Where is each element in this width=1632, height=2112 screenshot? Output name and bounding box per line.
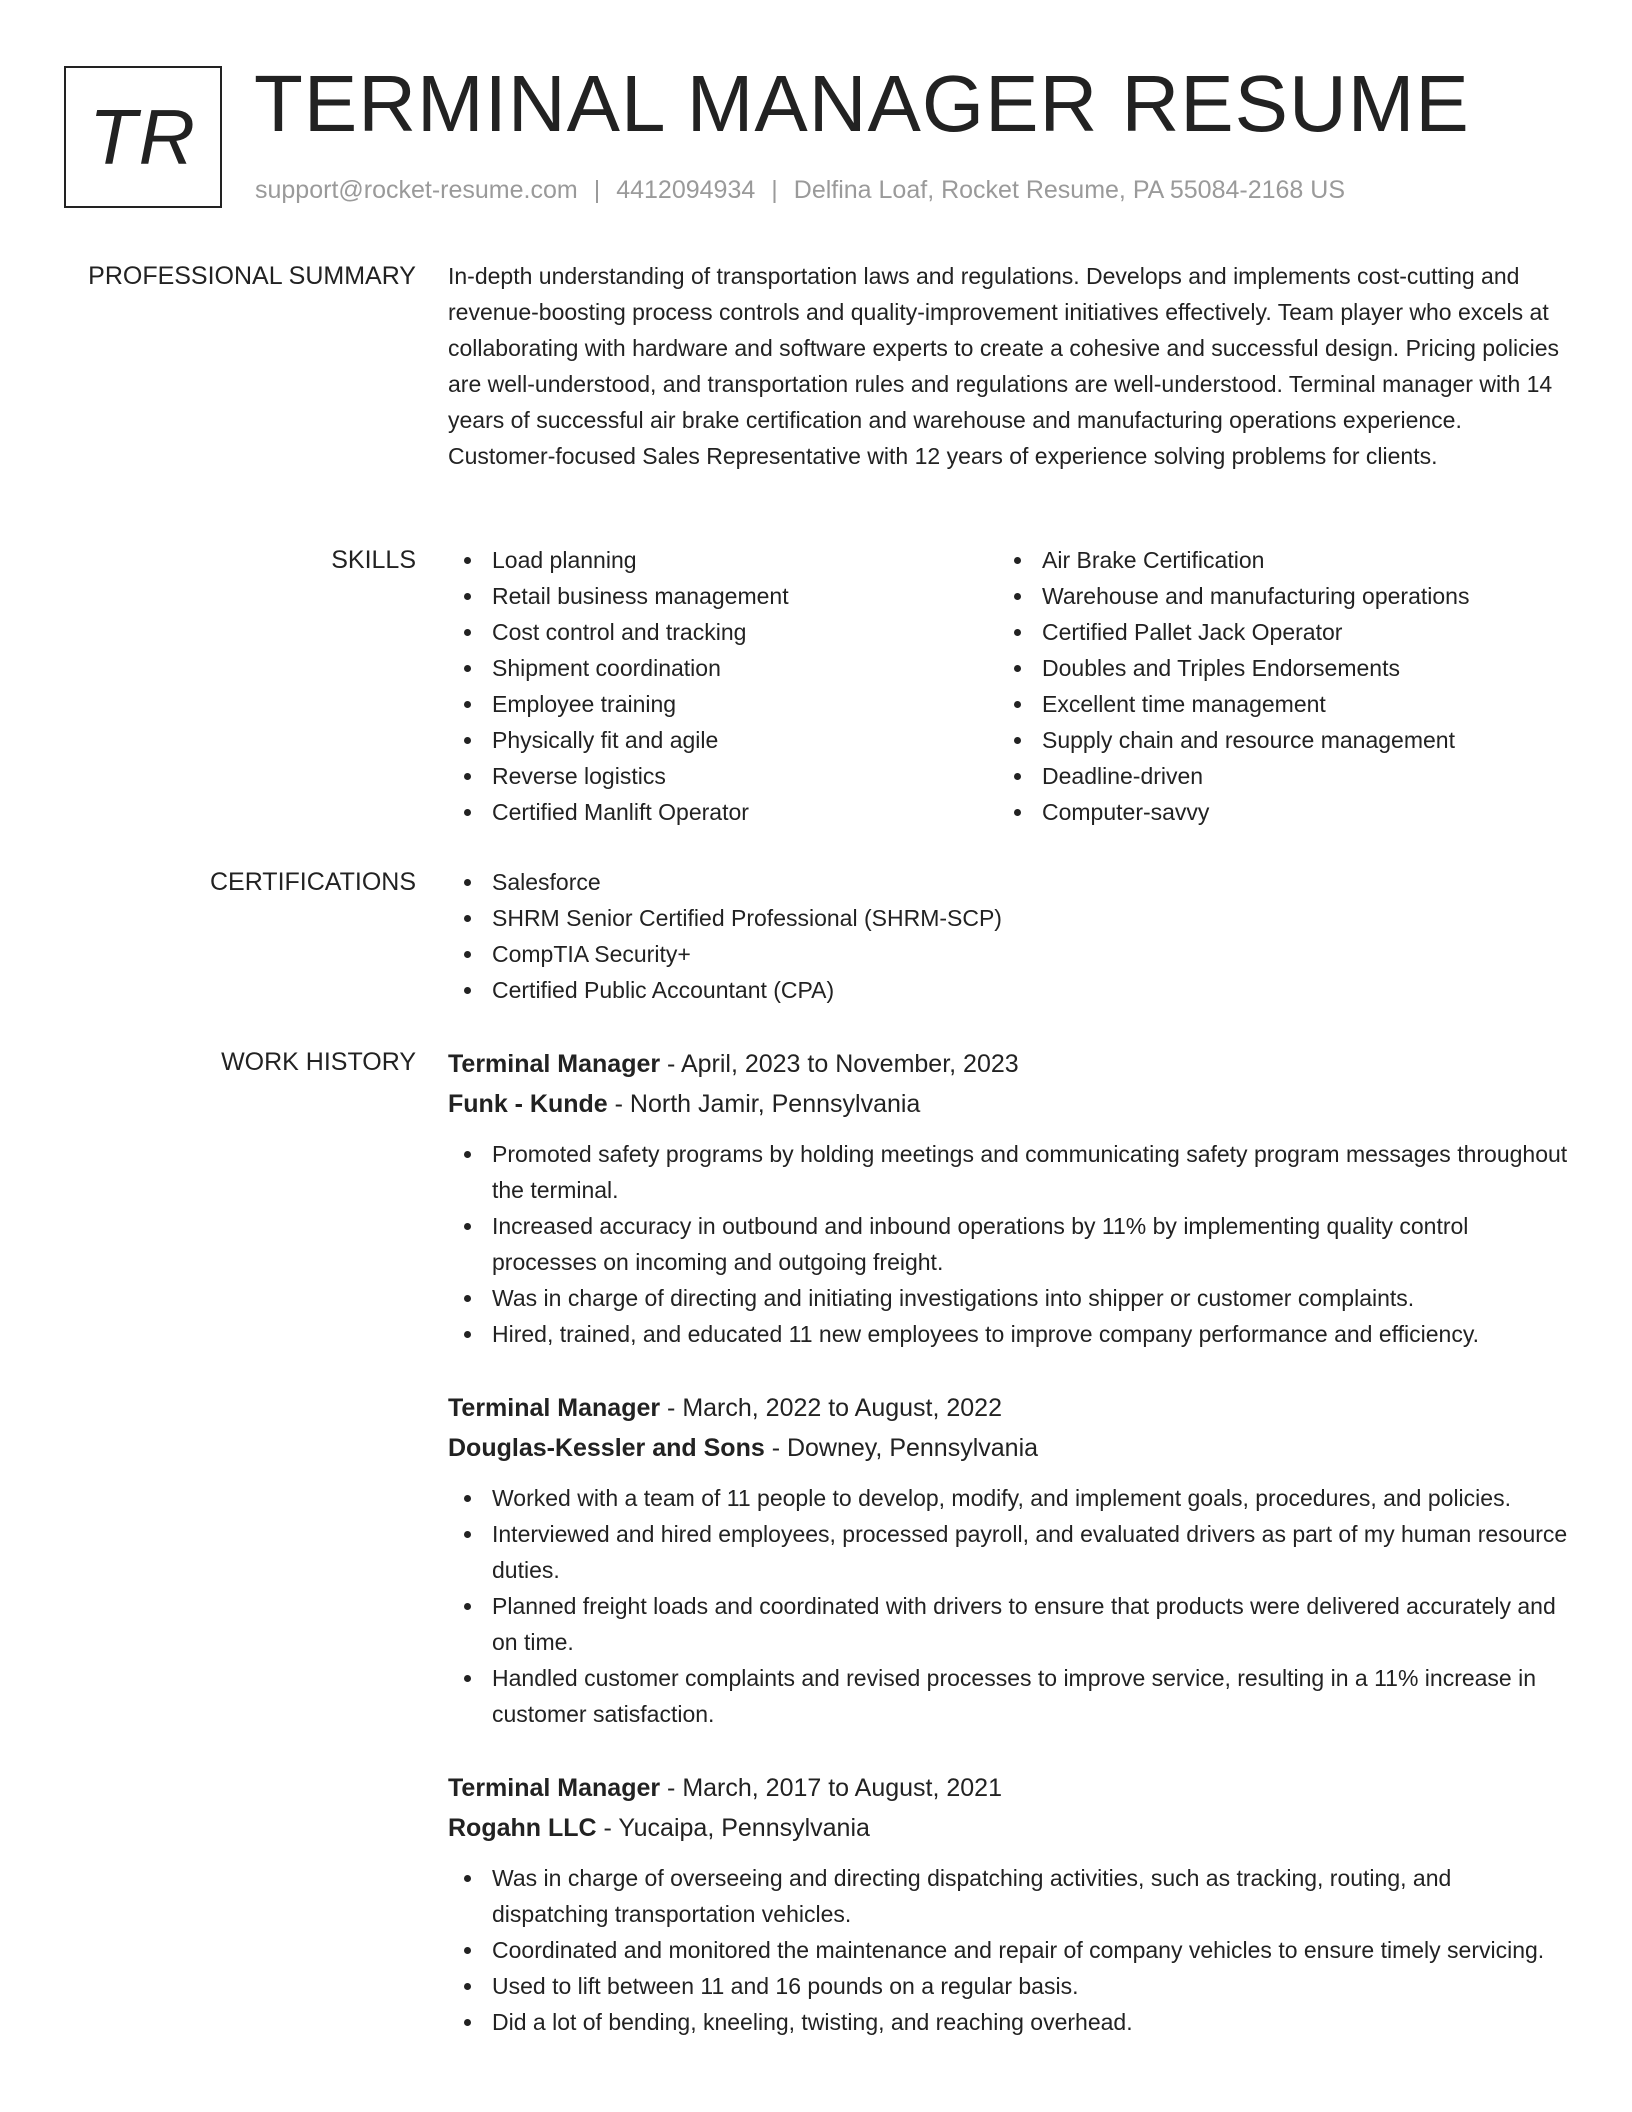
page-title: TERMINAL MANAGER RESUME: [254, 59, 1470, 148]
summary-text: In-depth understanding of transportation laws and regulations. Develops and implements cost-cutting and revenue-boosting process controls and quality-improvement initiatives effectively. Team player who excels at collaborating with hardware and software experts to create a cohesive and successful design. Pricing policies are well-understood, and transportation rules and regulations are well-understood. Terminal manager with 14 years of successful air brake certification and warehouse and manufacturing operations experience. Customer-focused Sales Representative with 12 years of experience solving problems for clients.: [448, 263, 1559, 469]
job-company: Rogahn LLC: [448, 1814, 597, 1842]
job-title-line: [448, 1768, 1570, 1808]
job-bullet: Did a lot of bending, kneeling, twisting, and reaching overhead.: [448, 2004, 1570, 2040]
job-entry: [448, 1044, 1570, 1352]
job-bullet: Worked with a team of 11 people to develop, modify, and implement goals, procedures, and policies.: [448, 1480, 1570, 1516]
job-dates: - March, 2022 to August, 2022: [660, 1394, 1002, 1422]
job-company: Funk - Kunde: [448, 1090, 608, 1118]
section-label-summary: PROFESSIONAL SUMMARY: [88, 262, 416, 290]
job-bullet: Planned freight loads and coordinated with drivers to ensure that products were delivered accurately and on time.: [448, 1588, 1570, 1660]
job-dates: - April, 2023 to November, 2023: [660, 1050, 1019, 1078]
skill-item: Load planning: [448, 542, 998, 578]
monogram-logo: TR: [64, 66, 222, 208]
contact-phone[interactable]: 4412094934: [616, 176, 756, 204]
job-location: - North Jamir, Pennsylvania: [607, 1090, 921, 1118]
job-bullets: [448, 1860, 1570, 2040]
job-dates: - March, 2017 to August, 2021: [660, 1774, 1002, 1802]
job-entry: [448, 1768, 1570, 2040]
certifications-body: [448, 864, 1570, 1008]
job-bullet: Promoted safety programs by holding meetings and communicating safety program messages throughout the terminal.: [448, 1136, 1570, 1208]
section-label-skills: SKILLS: [331, 546, 416, 574]
job-entry: [448, 1388, 1570, 1732]
job-title: Terminal Manager: [448, 1050, 661, 1078]
skill-item: Shipment coordination: [448, 650, 998, 686]
skill-item: Doubles and Triples Endorsements: [998, 650, 1548, 686]
job-bullet: Coordinated and monitored the maintenance and repair of company vehicles to ensure timely servicing.: [448, 1932, 1570, 1968]
skill-item: Certified Pallet Jack Operator: [998, 614, 1548, 650]
work-history-body: [448, 1044, 1570, 2040]
skill-item: Physically fit and agile: [448, 722, 998, 758]
skill-item: Computer-savvy: [998, 794, 1548, 830]
skills-column-right: [998, 542, 1548, 830]
skills-body: [448, 542, 1570, 830]
skill-item: Certified Manlift Operator: [448, 794, 998, 830]
skill-item: Deadline-driven: [998, 758, 1548, 794]
certification-item: CompTIA Security+: [448, 936, 1570, 972]
job-bullet: Interviewed and hired employees, processed payroll, and evaluated drivers as part of my human resource duties.: [448, 1516, 1570, 1588]
job-title-line: [448, 1044, 1570, 1084]
job-company-line: [448, 1084, 1570, 1124]
skill-item: Excellent time management: [998, 686, 1548, 722]
job-bullets: [448, 1136, 1570, 1352]
job-bullet: Was in charge of overseeing and directing dispatching activities, such as tracking, routing, and dispatching transportation vehicles.: [448, 1860, 1570, 1932]
skill-item: Supply chain and resource management: [998, 722, 1548, 758]
job-location: - Yucaipa, Pennsylvania: [596, 1814, 870, 1842]
job-title: Terminal Manager: [448, 1394, 661, 1422]
skill-item: Cost control and tracking: [448, 614, 998, 650]
section-label-certifications: CERTIFICATIONS: [209, 868, 416, 896]
skill-item: Warehouse and manufacturing operations: [998, 578, 1548, 614]
skill-item: Employee training: [448, 686, 998, 722]
job-title: Terminal Manager: [448, 1774, 661, 1802]
job-bullet: Hired, trained, and educated 11 new employees to improve company performance and efficiency.: [448, 1316, 1570, 1352]
section-label-work-history: WORK HISTORY: [221, 1048, 416, 1076]
contact-line: [255, 176, 1345, 205]
contact-email[interactable]: support@rocket-resume.com: [255, 176, 578, 204]
certification-item: Salesforce: [448, 864, 1570, 900]
skill-item: Reverse logistics: [448, 758, 998, 794]
skill-item: Air Brake Certification: [998, 542, 1548, 578]
certification-item: Certified Public Accountant (CPA): [448, 972, 1570, 1008]
job-bullet: Used to lift between 11 and 16 pounds on a regular basis.: [448, 1968, 1570, 2004]
job-company-line: [448, 1428, 1570, 1468]
job-bullet: Was in charge of directing and initiating investigations into shipper or customer complaints.: [448, 1280, 1570, 1316]
job-title-line: [448, 1388, 1570, 1428]
certification-item: SHRM Senior Certified Professional (SHRM-SCP): [448, 900, 1570, 936]
contact-address: Delfina Loaf, Rocket Resume, PA 55084-2168 US: [793, 176, 1346, 204]
contact-separator: |: [771, 176, 778, 204]
skill-item: Retail business management: [448, 578, 998, 614]
summary-body: [448, 258, 1570, 474]
contact-separator: |: [593, 176, 601, 204]
job-company-line: [448, 1808, 1570, 1848]
job-bullet: Increased accuracy in outbound and inbound operations by 11% by implementing quality control processes on incoming and outgoing freight.: [448, 1208, 1570, 1280]
job-company: Douglas-Kessler and Sons: [448, 1434, 765, 1462]
job-location: - Downey, Pennsylvania: [764, 1434, 1039, 1462]
job-bullets: [448, 1480, 1570, 1732]
skills-column-left: [448, 542, 998, 830]
job-bullet: Handled customer complaints and revised processes to improve service, resulting in a 11% increase in customer satisfaction.: [448, 1660, 1570, 1732]
